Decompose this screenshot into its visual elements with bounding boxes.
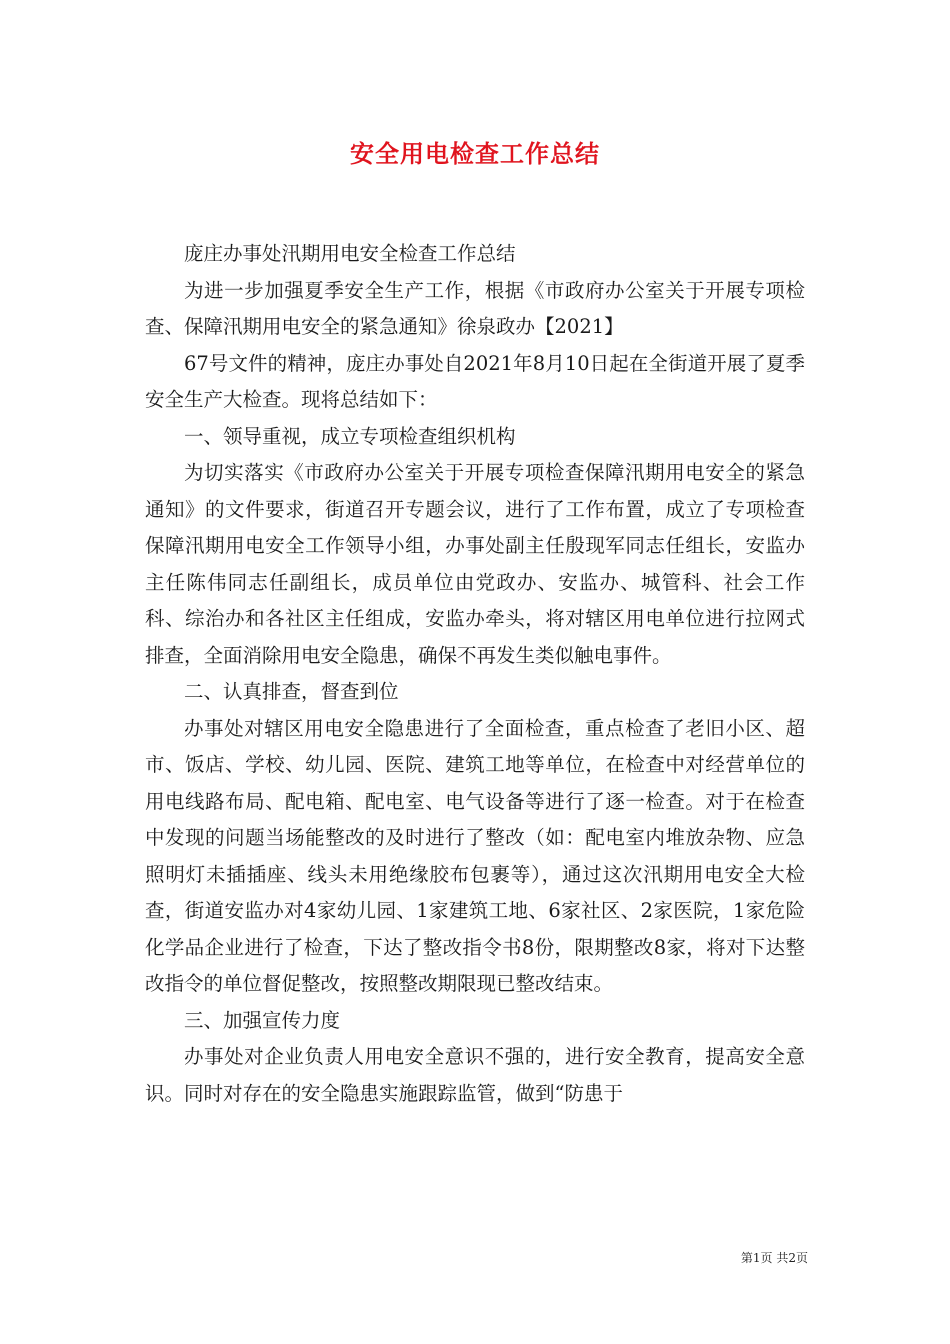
paragraph: 为切实落实《市政府办公室关于开展专项检查保障汛期用电安全的紧急通知》的文件要求，街道召开专题会议，进行了工作布置，成立了专项检查保障汛期用电安全工作领导小组，办事处副主任殷现军同志任组长，安监办主任陈伟同志任副组长，成员单位由党政办、安监办、城管科、社会工作科、综治办和各社区主任组成，安监办牵头，将对辖区用电单位进行拉网式排查，全面消除用电安全隐患，确保不再发生类似触电事件。: [145, 461, 805, 667]
section-heading-2: 二、认真排查，督查到位: [184, 680, 399, 703]
document-body: [145, 236, 805, 1112]
paragraph: 为进一步加强夏季安全生产工作，根据《市政府办公室关于开展专项检查、保障汛期用电安全的紧急通知》徐泉政办【2021】: [145, 278, 805, 338]
paragraph: 67号文件的精神，庞庄办事处自2021年8月10日起在全街道开展了夏季安全生产大检查。现将总结如下：: [145, 351, 805, 411]
paragraph: 办事处对辖区用电安全隐患进行了全面检查，重点检查了老旧小区、超市、饭店、学校、幼儿园、医院、建筑工地等单位，在检查中对经营单位的用电线路布局、配电箱、配电室、电气设备等进行了逐一检查。对于在检查中发现的问题当场能整改的及时进行了整改（如：配电室内堆放杂物、应急照明灯未插插座、线头未用绝缘胶布包裹等），通过这次汛期用电安全大检查，街道安监办对4家幼儿园、1家建筑工地、6家社区、2家医院，1家危险化学品企业进行了检查，下达了整改指令书8份，限期整改8家，将对下达整改指令的单位督促整改，按照整改期限现已整改结束。: [145, 716, 805, 995]
page-number: 第1页 共2页: [740, 1251, 808, 1265]
section-heading-1: 一、领导重视，成立专项检查组织机构: [184, 424, 516, 448]
paragraph: 办事处对企业负责人用电安全意识不强的，进行安全教育，提高安全意识。同时对存在的安全隐患实施跟踪监管，做到“防患于: [145, 1045, 805, 1105]
section-heading-3: 三、加强宣传力度: [184, 1008, 341, 1032]
paragraph-subtitle: 庞庄办事处汛期用电安全检查工作总结: [184, 242, 516, 265]
document-title: 安全用电检查工作总结: [350, 139, 600, 168]
